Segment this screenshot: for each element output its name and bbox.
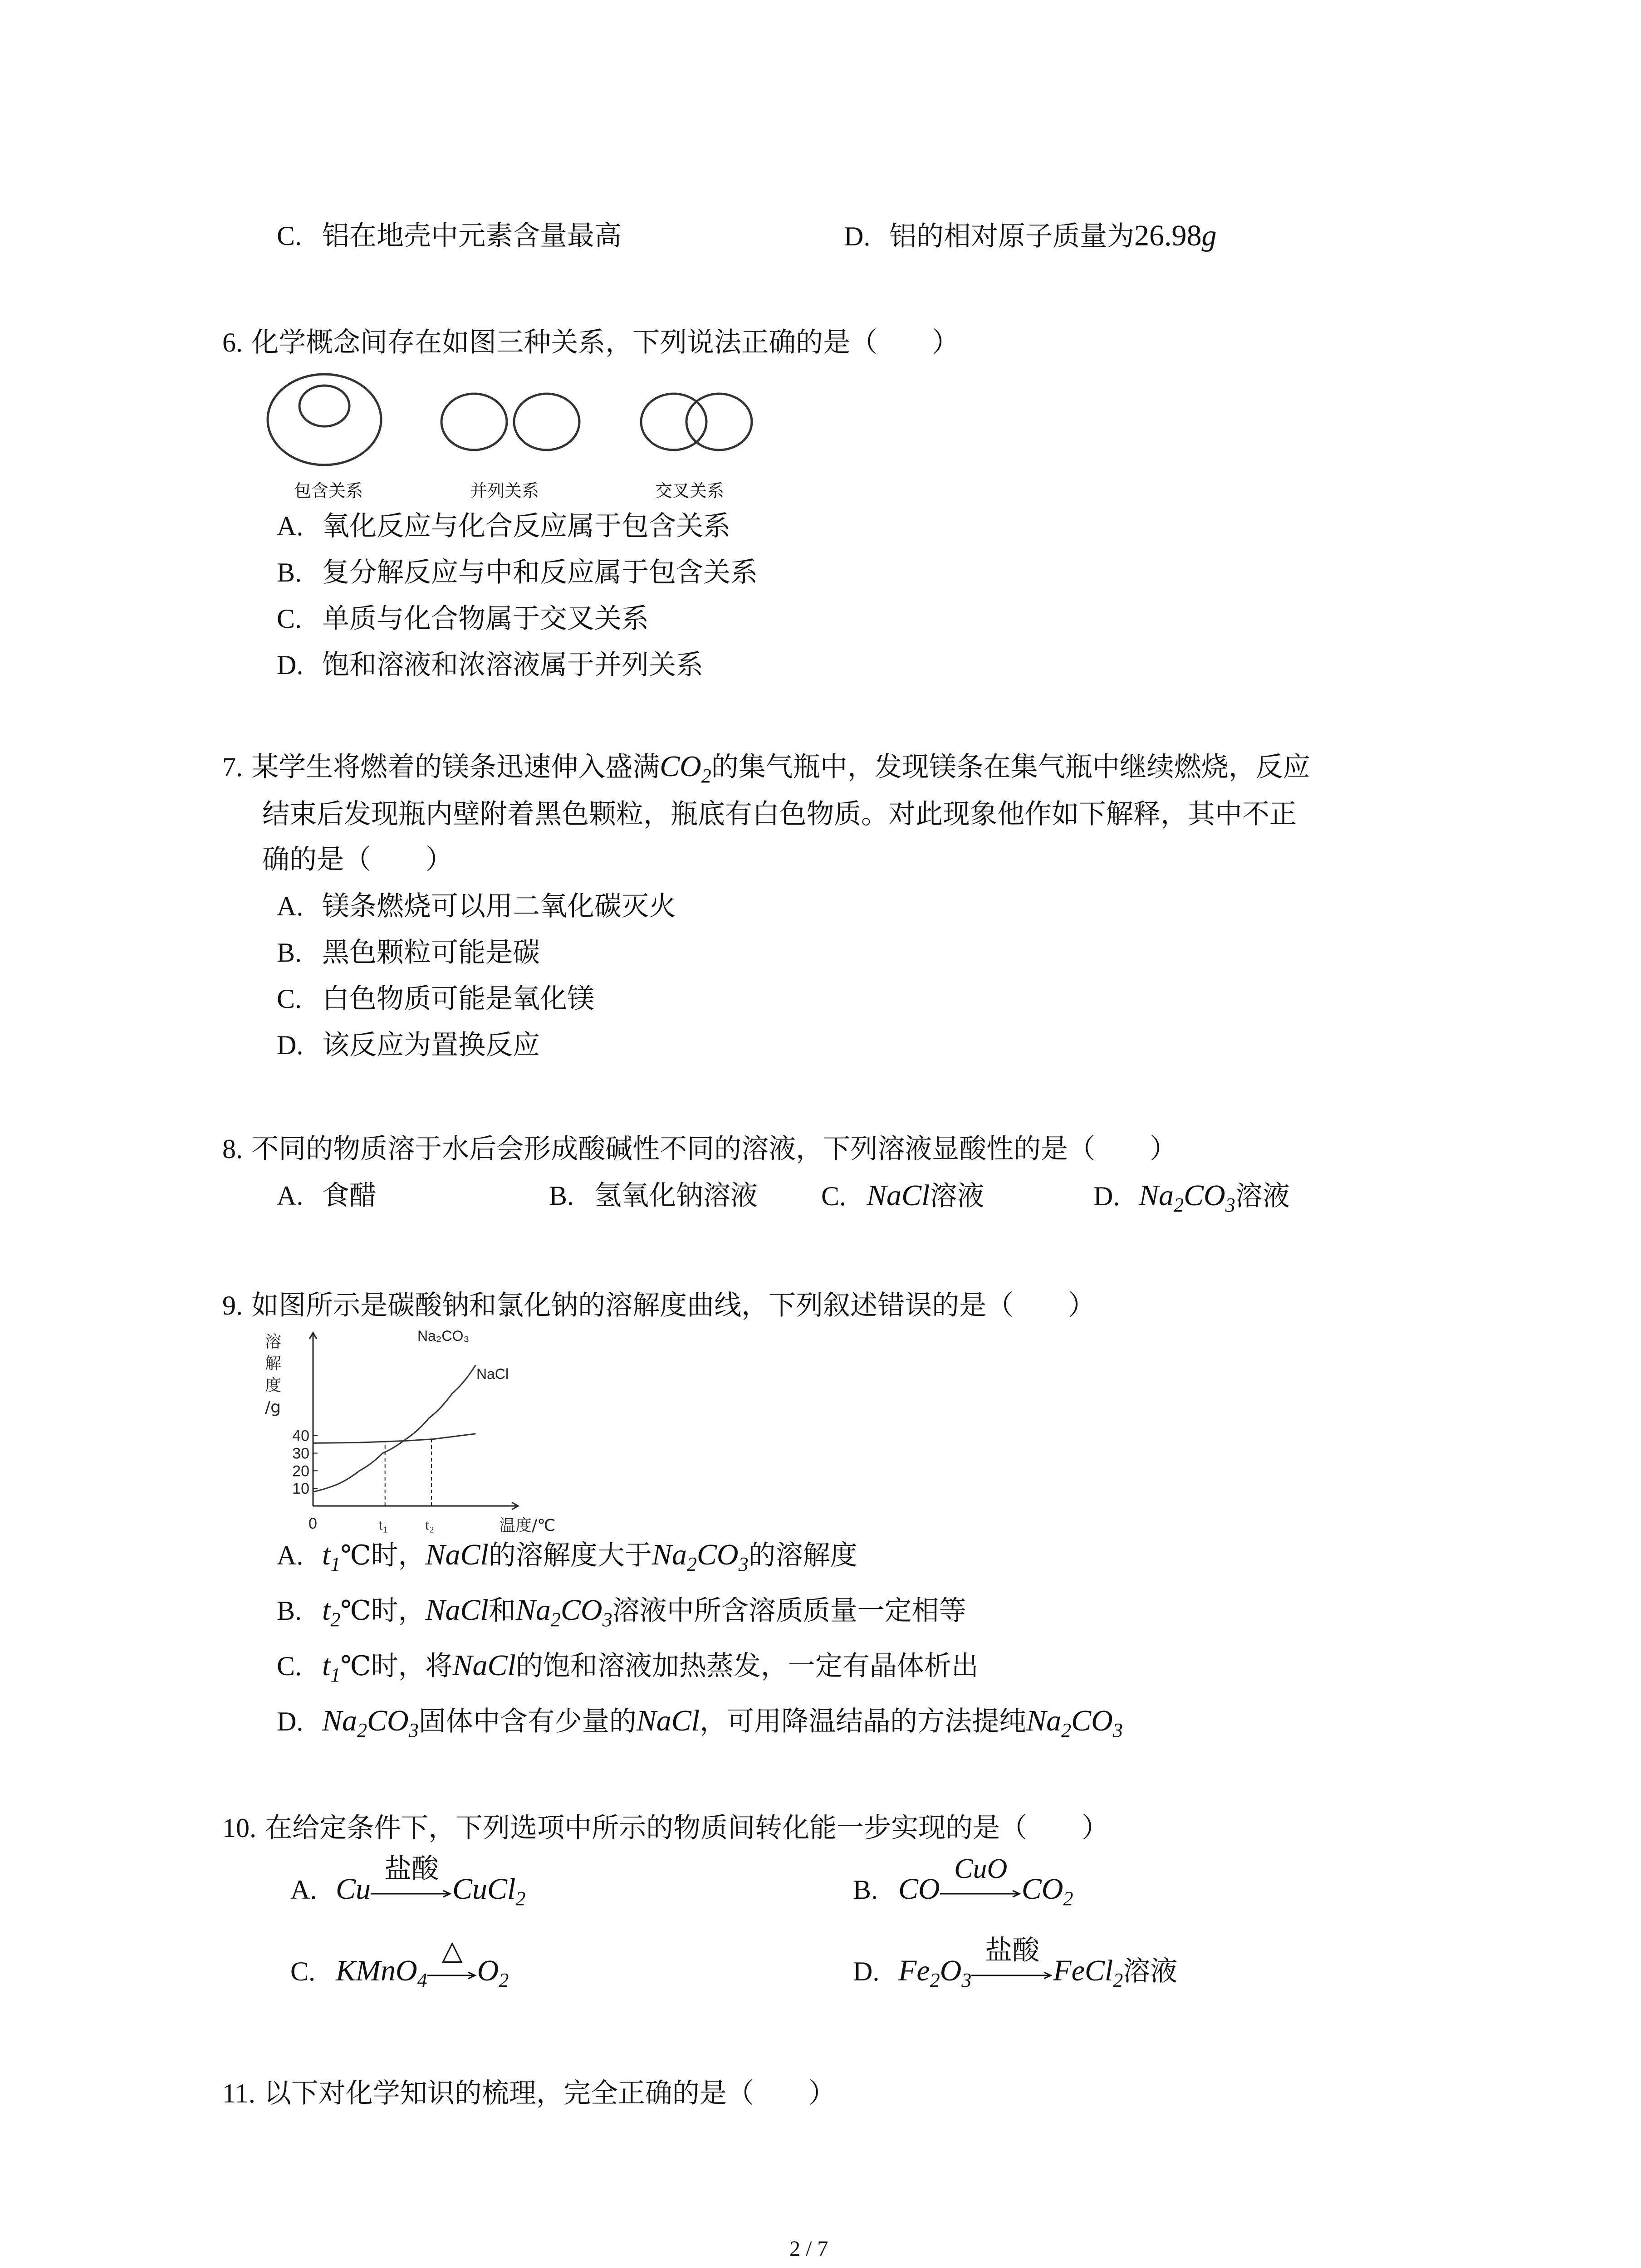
subscript: 1 [330, 1553, 341, 1575]
reactant: Cu [336, 1872, 371, 1906]
q6-option-a [277, 508, 730, 544]
option-letter: D. [844, 221, 871, 251]
q7-option-d [277, 1027, 540, 1063]
formula: t [322, 1538, 331, 1571]
formula: CO [1071, 1704, 1113, 1737]
option-text: 的溶解度 [748, 1540, 857, 1571]
option-text: 该反应为置换反应 [322, 1029, 540, 1061]
option-text: 白色物质可能是氧化镁 [322, 983, 594, 1015]
option-letter: C. [277, 604, 302, 634]
parallel-relation-figure [441, 394, 579, 450]
option-letter: A. [277, 511, 304, 541]
relationship-diagram [263, 372, 808, 481]
q9-option-b [277, 1592, 966, 1638]
option-text: 镁条燃烧可以用二氧化碳灭火 [322, 890, 676, 922]
option-text: 复分解反应与中和反应属于包含关系 [322, 557, 758, 588]
option-text: 铝在地壳中元素含量最高 [322, 220, 622, 252]
option-text: 氢氧化钠溶液 [594, 1180, 758, 1212]
fig-label-intersection: 交叉关系 [655, 481, 725, 501]
y-tick-label: 20 [292, 1462, 309, 1480]
reaction-arrow [971, 1935, 1053, 1989]
question-number: 7. [222, 752, 243, 782]
arrow-icon [427, 1971, 477, 1980]
subscript: 3 [408, 1719, 419, 1741]
q10-option-b [853, 1853, 1073, 1917]
option-text: 溶液 [1123, 1955, 1178, 1987]
subscript: 1 [330, 1664, 341, 1686]
reactant: CO [898, 1872, 940, 1906]
option-letter: B. [277, 1596, 302, 1626]
fig-label-inclusion: 包含关系 [294, 481, 363, 501]
q11-stem [222, 2075, 836, 2112]
question-number: 9. [222, 1290, 243, 1320]
product: FeCl [1053, 1954, 1113, 1987]
option-text: 铝的相对原子质量为 [889, 220, 1134, 252]
reaction-condition: 盐酸 [384, 1853, 439, 1885]
nacl-curve [313, 1434, 475, 1443]
q7-option-c [277, 981, 594, 1017]
reaction-condition: CuO [954, 1853, 1008, 1884]
subscript: 2 [357, 1719, 367, 1741]
subscript: 2 [686, 1553, 697, 1575]
subscript: 2 [701, 765, 711, 787]
option-letter: C. [277, 1651, 302, 1681]
solubility-chart [263, 1328, 556, 1542]
formula: NaCl [425, 1538, 489, 1571]
option-letter: B. [277, 938, 302, 968]
arrow-icon [371, 1889, 452, 1898]
option-letter: D. [853, 1956, 880, 1986]
q10-option-a [290, 1853, 526, 1917]
y-tick-label: 40 [292, 1427, 309, 1445]
reaction-condition: 盐酸 [985, 1935, 1040, 1966]
formula: CO [696, 1538, 739, 1571]
x-tick-label: t₁ [378, 1516, 388, 1533]
question-number: 6. [222, 327, 243, 357]
option-text: 和 [488, 1595, 516, 1627]
question-text: 化学概念间存在如图三种关系，下列说法正确的是（ ） [251, 327, 960, 358]
q5-option-d [844, 218, 1217, 254]
subscript: 2 [1174, 1194, 1184, 1216]
subscript: 3 [961, 1969, 972, 1991]
option-text: 溶液 [930, 1180, 985, 1212]
option-letter: B. [549, 1181, 574, 1211]
arrow-icon [971, 1971, 1053, 1980]
subscript: 3 [1112, 1719, 1123, 1741]
option-text: 氧化反应与化合反应属于包含关系 [322, 510, 730, 542]
origin-label: 0 [309, 1515, 317, 1532]
q7-stem-line3: 确的是（ ） [262, 844, 453, 875]
y-axis-label: 解 [265, 1354, 282, 1373]
option-text: 食醋 [322, 1180, 377, 1212]
formula: Na [1026, 1704, 1062, 1737]
question-text: 不同的物质溶于水后会形成酸碱性不同的溶液，下列溶液显酸性的是（ ） [251, 1133, 1177, 1165]
subscript: 3 [1225, 1194, 1235, 1216]
subscript: 2 [1061, 1719, 1072, 1741]
q10-option-c [290, 1935, 509, 1999]
q9-option-c [277, 1647, 979, 1693]
question-text: 以下对化学知识的梳理，完全正确的是（ ） [264, 2077, 836, 2109]
arrow-icon [940, 1889, 1022, 1898]
formula: NaCl [452, 1649, 516, 1682]
formula: Na [322, 1704, 358, 1737]
formula: t [322, 1593, 331, 1627]
option-letter: A. [277, 1540, 304, 1570]
option-unit: g [1201, 219, 1217, 252]
q8-option-c [821, 1178, 984, 1214]
page-number: 2 / 7 [789, 2237, 828, 2261]
reactant: KMnO [336, 1954, 417, 1987]
option-text: 黑色颗粒可能是碳 [322, 937, 540, 968]
subscript: 2 [1063, 1887, 1073, 1910]
product: CuCl [452, 1872, 516, 1906]
option-text: 单质与化合物属于交叉关系 [322, 603, 649, 635]
reaction-arrow [371, 1853, 452, 1907]
formula: NaCl [425, 1593, 489, 1627]
x-tick-label: t₂ [425, 1516, 435, 1533]
q6-stem [222, 324, 959, 361]
option-letter: A. [290, 1875, 317, 1905]
product: CO [1021, 1872, 1063, 1906]
option-text: 溶液 [1235, 1180, 1290, 1212]
y-tick-label: 10 [292, 1480, 309, 1498]
q9-option-a [277, 1537, 857, 1583]
reactant: O [940, 1954, 962, 1987]
option-letter: C. [277, 984, 302, 1014]
option-text: 溶液中所含溶质质量一定相等 [612, 1595, 966, 1627]
option-letter: A. [277, 891, 304, 921]
q6-option-b [277, 554, 758, 591]
option-text: 固体中含有少量的 [418, 1706, 637, 1737]
subscript: 2 [330, 1608, 341, 1631]
formula: t [322, 1649, 331, 1682]
option-letter: B. [853, 1875, 878, 1905]
question-text: 某学生将燃着的镁条迅速伸入盛满 [251, 751, 660, 783]
question-text: 如图所示是碳酸钠和氯化钠的溶解度曲线，下列叙述错误的是（ ） [251, 1290, 1096, 1321]
option-text: ℃时，将 [340, 1650, 453, 1682]
option-text: ℃时， [340, 1595, 426, 1627]
q10-option-d [853, 1935, 1178, 1999]
series-label-na2co3: Na₂CO₃ [417, 1328, 470, 1344]
option-text: 的饱和溶液加热蒸发，一定有晶体析出 [515, 1650, 979, 1682]
subscript: 4 [417, 1969, 427, 1991]
series-label-nacl: NaCl [476, 1366, 509, 1382]
option-letter: D. [277, 1030, 304, 1060]
reaction-arrow [940, 1853, 1022, 1907]
subscript: 2 [1113, 1969, 1123, 1991]
y-axis-label: 度 [265, 1376, 282, 1395]
option-letter: C. [277, 221, 302, 251]
q8-option-b [549, 1178, 758, 1214]
inclusion-relation-figure [268, 374, 381, 465]
option-letter: C. [290, 1956, 316, 1986]
formula: CO [1184, 1179, 1225, 1212]
option-letter: D. [277, 1706, 304, 1736]
reaction-arrow [427, 1935, 477, 1989]
question-number: 10. [222, 1813, 256, 1843]
subscript: 2 [515, 1887, 526, 1910]
option-letter: D. [1093, 1181, 1120, 1211]
formula: NaCl [636, 1704, 700, 1737]
subscript: 3 [602, 1608, 612, 1631]
option-value: 26.98 [1134, 219, 1202, 252]
x-axis-label: 温度/℃ [499, 1516, 556, 1535]
q5-option-c [277, 218, 622, 254]
option-letter: C. [821, 1181, 847, 1211]
option-text: 的溶解度大于 [488, 1540, 652, 1571]
option-letter: A. [277, 1181, 304, 1211]
question-text: 在给定条件下，下列选项中所示的物质间转化能一步实现的是（ ） [265, 1812, 1109, 1844]
formula: Na [515, 1593, 551, 1627]
fig-label-parallel: 并列关系 [470, 481, 539, 501]
q7-option-b [277, 934, 540, 971]
formula: NaCl [867, 1179, 930, 1212]
question-text: 的集气瓶中，发现镁条在集气瓶中继续燃烧，反应 [711, 751, 1310, 783]
option-letter: B. [277, 557, 302, 587]
question-number: 11. [222, 2078, 255, 2108]
q7-stem-line1 [222, 748, 1310, 794]
formula: CO [660, 750, 701, 783]
subscript: 3 [738, 1553, 749, 1575]
q8-stem [222, 1131, 1177, 1167]
option-letter: D. [277, 650, 304, 680]
formula: CO [560, 1593, 603, 1627]
product: O [477, 1954, 499, 1987]
y-axis-label: /g [265, 1398, 281, 1417]
y-axis-label: 溶 [265, 1333, 282, 1351]
question-number: 8. [222, 1134, 243, 1164]
y-tick-label: 30 [292, 1445, 309, 1462]
formula: Na [652, 1538, 687, 1571]
option-text: ，可用降温结晶的方法提纯 [700, 1706, 1027, 1737]
q8-option-a [277, 1178, 377, 1214]
q6-option-c [277, 601, 649, 637]
subscript: 2 [499, 1969, 509, 1991]
q6-option-d [277, 647, 703, 683]
option-text: 饱和溶液和浓溶液属于并列关系 [322, 649, 703, 681]
heat-symbol: △ [441, 1935, 463, 1966]
reactant: Fe [898, 1954, 930, 1987]
q10-stem [222, 1810, 1109, 1846]
q7-option-a [277, 888, 676, 924]
q7-stem-line2: 结束后发现瓶内壁附着黑色颗粒，瓶底有白色物质。对此现象他作如下解释，其中不正 [262, 798, 1297, 830]
intersection-relation-figure [641, 394, 752, 450]
q8-option-d [1093, 1178, 1290, 1223]
subscript: 2 [930, 1969, 940, 1991]
q9-stem [222, 1287, 1095, 1324]
subscript: 2 [550, 1608, 561, 1631]
formula: Na [1139, 1179, 1174, 1212]
option-text: ℃时， [340, 1540, 426, 1571]
na2co3-curve [313, 1365, 475, 1492]
formula: CO [367, 1704, 409, 1737]
q9-option-d [277, 1703, 1123, 1749]
